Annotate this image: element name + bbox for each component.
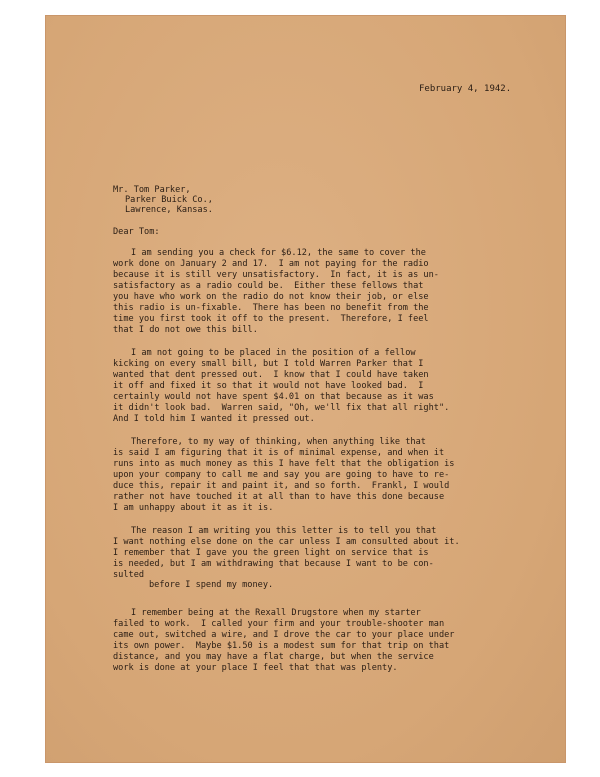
body-line: that I do not owe this bill. — [113, 325, 258, 335]
address-line: Mr. Tom Parker, — [113, 185, 191, 195]
body-line: kicking on every small bill, but I told Warren Parker that I — [113, 359, 424, 369]
letter-page — [45, 15, 566, 763]
body-line: distance, and you may have a flat charge, but when the service — [113, 652, 434, 662]
letter-date: February 4, 1942. — [419, 84, 512, 94]
body-line: satisfactory as a radio could be. Either these fellows that — [113, 281, 424, 291]
body-line: is needed, but I am withdrawing that because I want to be con- — [113, 559, 434, 569]
body-line: sulted — [113, 570, 145, 580]
body-line: it didn't look bad. Warren said, "Oh, we'll fix that all right". — [113, 403, 450, 413]
body-line: before I spend my money. — [149, 580, 274, 590]
salutation: Dear Tom: — [113, 227, 160, 237]
body-line: I am sending you a check for $6.12, the same to cover the — [131, 248, 426, 258]
body-line: because it is still very unsatisfactory. In fact, it is as un- — [113, 270, 439, 280]
body-line: upon your company to call me and say you are going to have to re- — [113, 470, 450, 480]
body-line: its own power. Maybe $1.50 is a modest sum for that trip on that — [113, 641, 450, 651]
body-line: it off and fixed it so that it would not have looked bad. I — [113, 381, 424, 391]
body-line: wanted that dent pressed out. I know that I could have taken — [113, 370, 429, 380]
body-line: I am unhappy about it as it is. — [113, 503, 274, 513]
body-line: work is done at your place I feel that that was plenty. — [113, 663, 398, 673]
body-line: came out, switched a wire, and I drove the car to your place under — [113, 630, 455, 640]
body-line: And I told him I wanted it pressed out. — [113, 414, 315, 424]
body-line: is said I am figuring that it is of minimal expense, and when it — [113, 448, 445, 458]
body-line: work done on January 2 and 17. I am not paying for the radio — [113, 259, 429, 269]
body-line: failed to work. I called your firm and your trouble-shooter man — [113, 619, 445, 629]
address-line: Parker Buick Co., — [125, 195, 213, 205]
body-line: you have who work on the radio do not know their job, or else — [113, 292, 429, 302]
body-line: I am not going to be placed in the position of a fellow — [131, 348, 416, 358]
body-line: runs into as much money as this I have felt that the obligation is — [113, 459, 455, 469]
body-line: I remember being at the Rexall Drugstore when my starter — [131, 608, 421, 618]
body-line: time you first took it off to the present. Therefore, I feel — [113, 314, 429, 324]
body-line: rather not have touched it at all than to have this done because — [113, 492, 445, 502]
body-line: duce this, repair it and paint it, and so forth. Frankl, I would — [113, 481, 450, 491]
address-line: Lawrence, Kansas. — [125, 205, 213, 215]
body-line: I remember that I gave you the green light on service that is — [113, 548, 429, 558]
body-line: Therefore, to my way of thinking, when anything like that — [131, 437, 426, 447]
body-line: The reason I am writing you this letter is to tell you that — [131, 526, 437, 536]
body-line: I want nothing else done on the car unless I am consulted about it. — [113, 537, 460, 547]
body-line: certainly would not have spent $4.01 on that because as it was — [113, 392, 434, 402]
body-line: this radio is un-fixable. There has been no benefit from the — [113, 303, 429, 313]
